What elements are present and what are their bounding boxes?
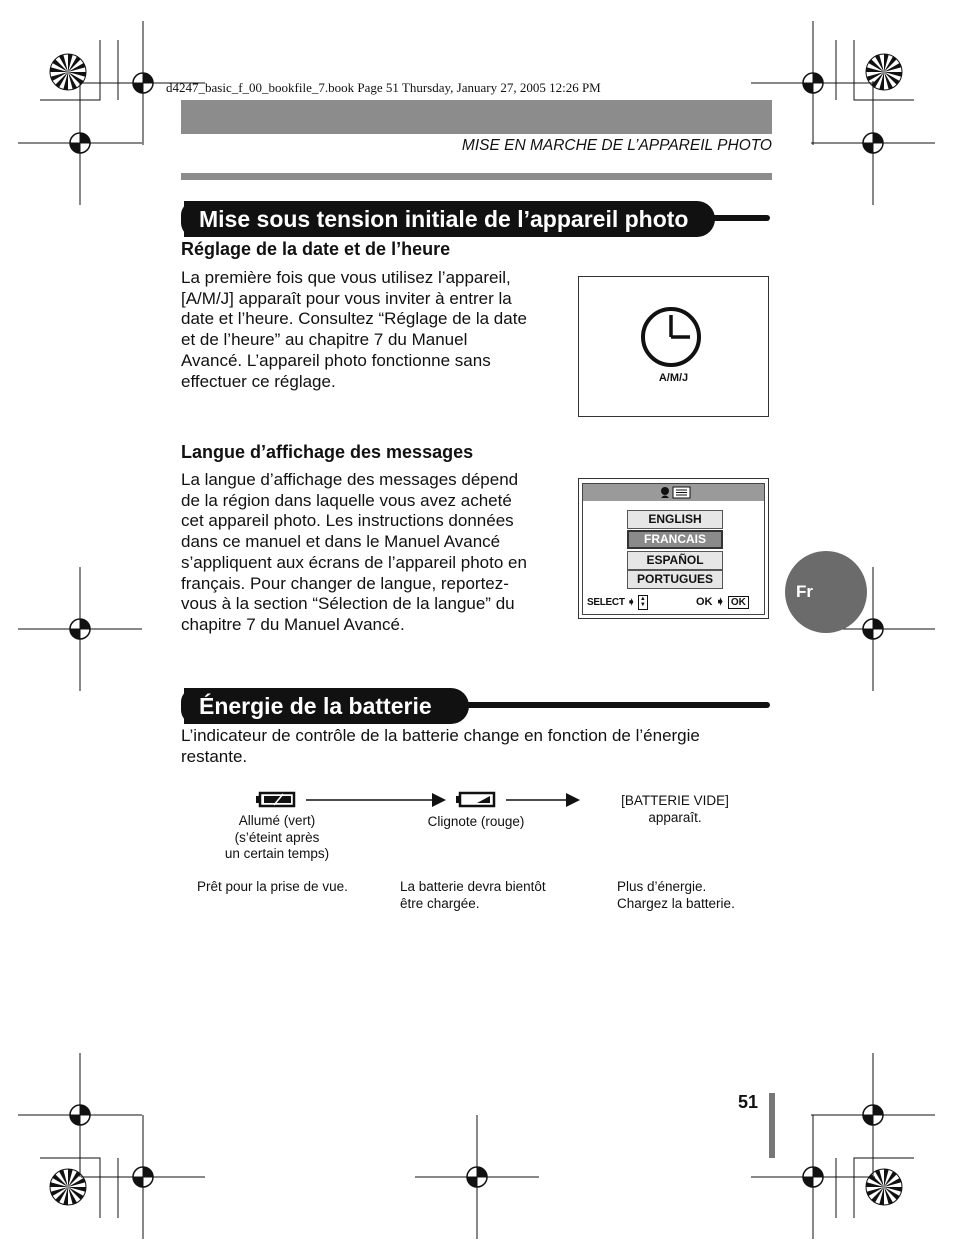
date-line: effectuer ce réglage. <box>181 371 336 391</box>
battery-state-full <box>196 813 358 863</box>
battery-intro <box>181 726 700 767</box>
battery-status-line: Allumé (vert) <box>238 813 316 828</box>
battery-status-line: (s’éteint après <box>234 829 320 845</box>
battery-meaning-line: Prêt pour la prise de vue. <box>197 879 348 894</box>
date-line: et de l’heure” au chapitre 7 du Manuel <box>181 330 468 350</box>
language-line: de la région dans laquelle vous avez acheté <box>181 490 512 510</box>
language-screen-header <box>583 484 764 501</box>
date-line: La première fois que vous utilisez l’appareil, <box>181 268 511 287</box>
book-file-line: d4247_basic_f_00_bookfile_7.book Page 51 Thursday, January 27, 2005 12:26 PM <box>166 80 601 95</box>
language-option-espanol: ESPAÑOL <box>627 551 723 570</box>
language-menu-icon <box>659 486 693 499</box>
battery-state-empty <box>604 793 746 826</box>
arrow-right-icon <box>306 792 448 808</box>
arrow-right-icon <box>506 792 582 808</box>
ok-hint <box>696 595 749 609</box>
battery-status-line: Clignote (rouge) <box>427 814 525 829</box>
language-line: La langue d’affichage des messages dépend <box>181 470 519 489</box>
battery-low-icon <box>455 790 497 810</box>
battery-meaning-low <box>400 879 546 912</box>
battery-intro-line: restante. <box>181 746 248 766</box>
language-screen <box>578 478 769 619</box>
clock-icon <box>640 306 702 368</box>
section-title-text: Énergie de la batterie <box>199 693 432 719</box>
battery-meaning-line: La batterie devra bientôt <box>400 879 546 894</box>
date-line: [A/M/J] apparaît pour vous inviter à entrer la <box>181 288 512 308</box>
ok-label: OK <box>696 596 713 608</box>
language-line: dans ce manuel et dans le Manuel Avancé <box>181 532 501 552</box>
language-line: s’appliquent aux écrans de l’appareil photo en <box>181 552 527 572</box>
select-label: SELECT <box>587 597 625 609</box>
battery-meaning-line: Chargez la batterie. <box>617 895 735 911</box>
battery-meaning-line: Plus d’énergie. <box>617 879 707 894</box>
date-line: date et l’heure. Consultez “Réglage de la date <box>181 309 527 329</box>
header-band <box>181 100 772 134</box>
select-hint <box>587 595 648 610</box>
page-number: 51 <box>738 1092 759 1112</box>
arrow-right-icon: ➧ <box>627 597 636 609</box>
section-title-battery <box>184 688 469 724</box>
language-line: français. Pour changer de langue, reportez- <box>181 573 509 593</box>
section-title-line <box>706 215 770 221</box>
section-title-line <box>460 702 770 708</box>
date-heading: Réglage de la date et de l’heure <box>181 239 451 259</box>
language-line: vous à la section “Sélection de la langue” du <box>181 594 515 614</box>
section-title-text: Mise sous tension initiale de l’appareil photo <box>199 206 689 232</box>
date-format-label: A/M/J <box>658 372 689 384</box>
section-title-power-on <box>184 201 715 237</box>
language-line: cet appareil photo. Les instructions données <box>181 511 514 531</box>
battery-meaning-full <box>197 879 348 896</box>
date-paragraph <box>181 268 527 392</box>
side-tab-label: Fr <box>796 582 813 601</box>
battery-status-line: [BATTERIE VIDE] <box>621 793 729 808</box>
language-paragraph <box>181 470 527 636</box>
language-option-portugues: PORTUGUES <box>627 570 723 589</box>
ok-button-icon: OK <box>728 596 749 609</box>
battery-status-line: un certain temps) <box>224 846 330 861</box>
header-rule <box>181 173 772 180</box>
language-side-tab <box>785 551 867 633</box>
battery-state-low <box>396 814 556 831</box>
language-option-francais: FRANCAIS <box>627 530 723 549</box>
date-screen <box>578 276 769 417</box>
battery-intro-line: L’indicateur de contrôle de la batterie change en fonction de l’énergie <box>181 726 700 745</box>
language-line: chapitre 7 du Manuel Avancé. <box>181 614 405 634</box>
up-down-icon: ▲ ▼ <box>638 595 648 610</box>
date-line: Avancé. L’appareil photo fonctionne sans <box>181 350 491 370</box>
battery-meaning-empty <box>617 879 735 912</box>
running-title: MISE EN MARCHE DE L’APPAREIL PHOTO <box>461 137 772 154</box>
page-number-bar <box>769 1093 775 1158</box>
battery-meaning-line: être chargée. <box>400 895 480 911</box>
language-heading: Langue d’affichage des messages <box>181 442 474 462</box>
language-screen-frame <box>582 483 765 615</box>
language-option-english: ENGLISH <box>627 510 723 529</box>
battery-full-icon <box>255 790 297 810</box>
battery-status-line: apparaît. <box>648 809 702 825</box>
arrow-right-icon: ➧ <box>715 596 725 608</box>
